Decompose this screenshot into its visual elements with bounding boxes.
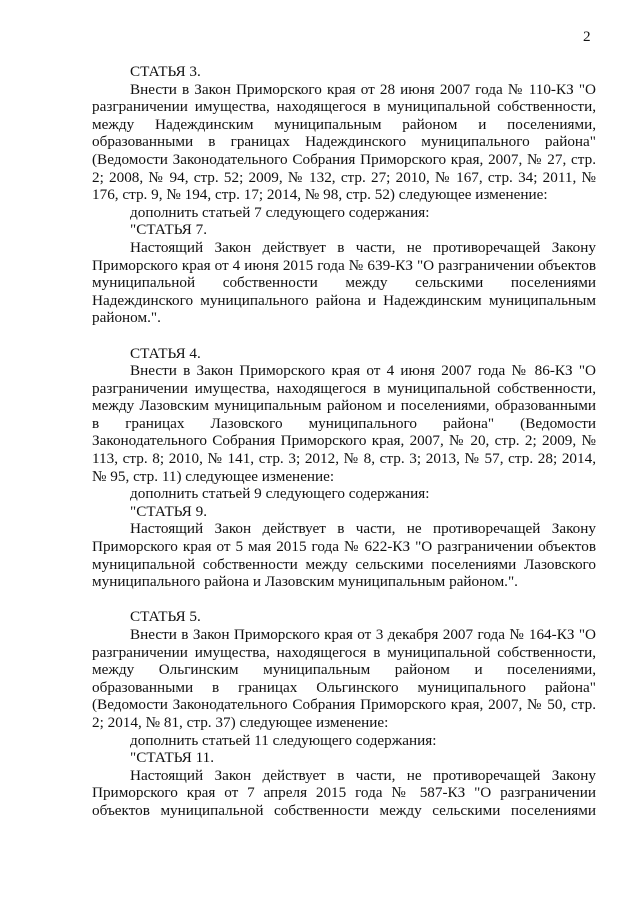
section-spacer bbox=[92, 591, 596, 609]
amendment-paragraph: Внести в Закон Приморского края от 3 декабря 2007 года № 164-КЗ "О разграничении имущества, находящегося в муниципальной собственности, между Ольгинским муниципальным районом и поселениями, образованными в границах Ольгинского муниципального района" (Ведомости Законодательного Собрания Приморского края, 2007, № 50, стр. 2; 2014, № 81, стр. 37) следующее изменение: bbox=[92, 626, 596, 731]
article-4 bbox=[92, 345, 596, 591]
amendment-paragraph: Внести в Закон Приморского края от 28 июня 2007 года № 110-КЗ "О разграничении имущества, находящегося в муниципальной собственности, между Надеждинским муниципальным районом и поселениями, образованными в границах Надеждинского муниципального района" (Ведомости Законодательного Собрания Приморского края, 2007, № 27, стр. 2; 2008, № 94, стр. 52; 2009, № 132, стр. 27; 2010, № 167, стр. 34; 2011, № 176, стр. 9, № 194, стр. 17; 2014, № 98, стр. 52) следующее изменение: bbox=[92, 80, 596, 204]
section-spacer bbox=[92, 327, 596, 345]
new-article-heading: "СТАТЬЯ 9. bbox=[130, 502, 207, 520]
article-heading: СТАТЬЯ 4. bbox=[130, 344, 201, 362]
page-number: 2 bbox=[583, 28, 591, 45]
new-article-heading: "СТАТЬЯ 7. bbox=[130, 221, 207, 239]
amendment-paragraph: Внести в Закон Приморского края от 4 июня 2007 года № 86-КЗ "О разграничении имущества, находящегося в муниципальной собственности, между Лазовским муниципальным районом и поселениями, образованными в границах Лазовского муниципального района" (Ведомости Законодательного Собрания Приморского края, 2007, № 20, стр. 2; 2009, № 113, стр. 8; 2010, № 141, стр. 3; 2012, № 8, стр. 3; 2013, № 57, стр. 28; 2014, № 95, стр. 11) следующее изменение: bbox=[92, 362, 596, 485]
article-heading: СТАТЬЯ 3. bbox=[130, 63, 201, 80]
new-article-text: Настоящий Закон действует в части, не противоречащей Закону Приморского края от 7 апреля 2015 года № 587-КЗ "О разграничении объектов муниципальной собственности между сельскими поселениями bbox=[92, 766, 596, 819]
new-article-text: Настоящий Закон действует в части, не противоречащей Закону Приморского края от 4 июня 2015 года № 639-КЗ "О разграничении объектов муниципальной собственности между сельскими поселениями Надеждинского муниципального района и Надеждинским муниципальным районом.". bbox=[92, 238, 596, 327]
new-article-text: Настоящий Закон действует в части, не противоречащей Закону Приморского края от 5 мая 2015 года № 622-КЗ "О разграничении объектов муниципальной собственности между сельскими поселениями Лазовского муниципального района и Лазовским муниципальным районом.". bbox=[92, 520, 596, 591]
article-heading: СТАТЬЯ 5. bbox=[130, 608, 201, 626]
article-3 bbox=[92, 63, 596, 327]
new-article-heading: "СТАТЬЯ 11. bbox=[130, 749, 215, 767]
document-body bbox=[92, 63, 596, 820]
amendment-instruction: дополнить статьей 9 следующего содержания: bbox=[130, 485, 430, 503]
article-5 bbox=[92, 608, 596, 819]
amendment-instruction: дополнить статьей 7 следующего содержания: bbox=[130, 203, 430, 221]
amendment-instruction: дополнить статьей 11 следующего содержания: bbox=[130, 731, 437, 749]
